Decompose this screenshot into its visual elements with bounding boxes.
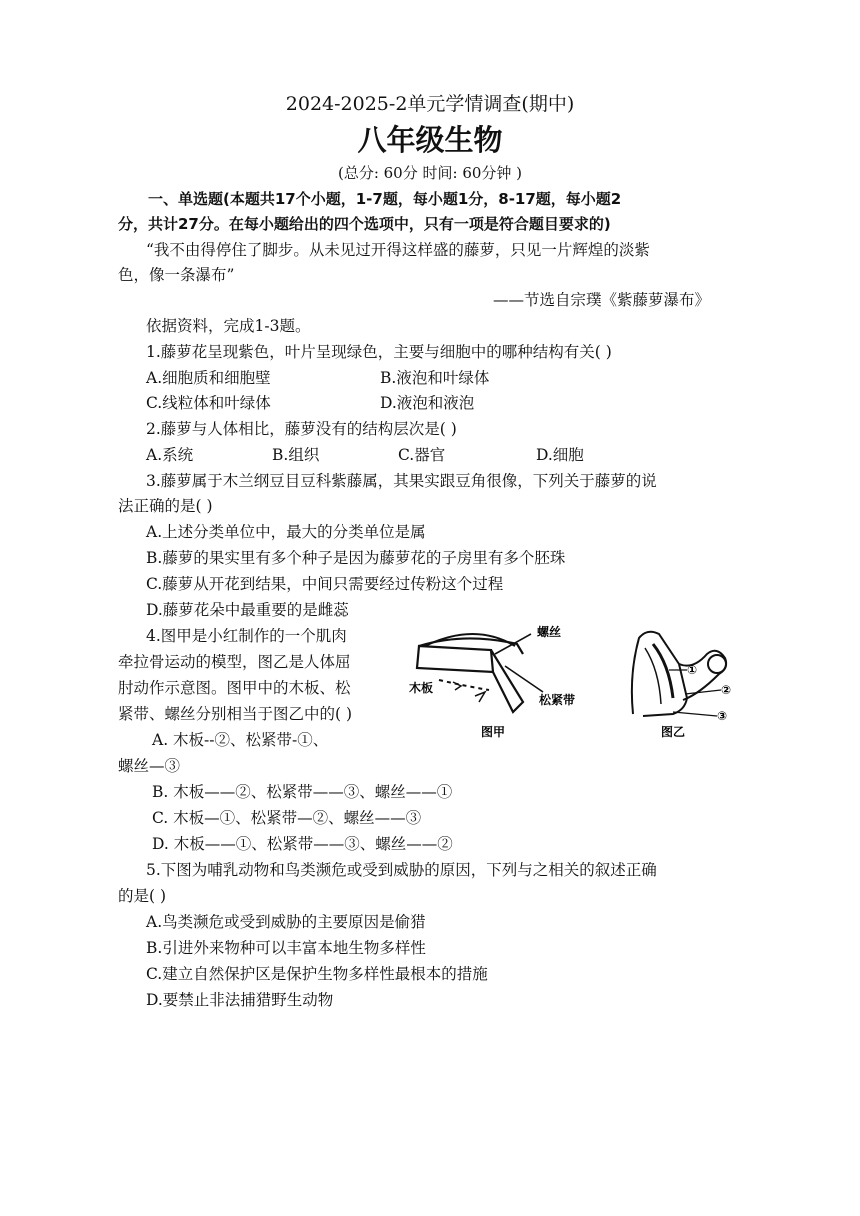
q1-stem: 1.藤萝花呈现紫色，叶片呈现绿色，主要与细胞中的哪种结构有关( ) [146, 343, 612, 361]
q4-option-d: D. 木板——①、松紧带——③、螺丝——② [152, 835, 453, 853]
q5-option-c: C.建立自然保护区是保护生物多样性最根本的措施 [146, 965, 488, 983]
passage-line2: 色，像一条瀑布” [118, 266, 235, 284]
q4-option-b: B. 木板——②、松紧带——③、螺丝——① [152, 783, 453, 801]
q2-option-a: A.系统 [146, 446, 194, 464]
q2-stem: 2.藤萝与人体相比，藤萝没有的结构层次是( ) [146, 420, 457, 438]
fig-b-mark-3: ③ [717, 709, 728, 723]
q4-stem-line3: 肘动作示意图。图甲中的木板、松 [118, 679, 351, 697]
q5-stem-line2: 的是( ) [118, 887, 167, 905]
figure-a-muscle-model [405, 624, 615, 744]
q5-stem-line1: 5.下图为哺乳动物和鸟类濒危或受到威胁的原因，下列与之相关的叙述正确 [146, 861, 657, 879]
q3-option-d: D.藤萝花朵中最重要的是雌蕊 [146, 601, 349, 619]
q1-option-c: C.线粒体和叶绿体 [146, 394, 271, 412]
q3-option-c: C.藤萝从开花到结果，中间只需要经过传粉这个过程 [146, 575, 504, 593]
fig-b-mark-2: ② [721, 683, 732, 697]
fig-a-label-band: 松紧带 [539, 693, 576, 707]
fig-a-label-screw: 螺丝 [537, 625, 562, 639]
section-heading-line1: 一、单选题(本题共17个小题，1-7题，每小题1分，8-17题，每小题2 [148, 190, 622, 208]
fig-b-caption: 图乙 [661, 725, 686, 739]
exam-subtitle: (总分: 60分 时间: 60分钟 ) [337, 164, 523, 182]
q4-option-a-line1: A. 木板--②、松紧带-①、 [152, 731, 329, 749]
exam-title: 2024-2025-2单元学情调查(期中) [285, 93, 575, 115]
q5-option-a: A.鸟类濒危或受到威胁的主要原因是偷猎 [146, 913, 426, 931]
q4-option-c: C. 木板—①、松紧带—②、螺丝——③ [152, 809, 422, 827]
q4-stem-line1: 4.图甲是小红制作的一个肌肉 [146, 627, 347, 645]
q3-stem-line1: 3.藤萝属于木兰纲豆目豆科紫藤属，其果实跟豆角很像，下列关于藤萝的说 [146, 472, 657, 490]
passage-source: ——节选自宗璞《紫藤萝瀑布》 [493, 291, 711, 309]
q3-option-b: B.藤萝的果实里有多个种子是因为藤萝花的子房里有多个胚珠 [146, 549, 566, 567]
arm-illustration [632, 632, 726, 716]
q1-option-d: D.液泡和液泡 [380, 394, 475, 412]
q1-option-b: B.液泡和叶绿体 [380, 369, 490, 387]
fig-b-mark-1: ① [687, 663, 698, 677]
q4-option-a-line2: 螺丝—③ [118, 757, 181, 775]
fig-a-label-board: 木板 [409, 681, 434, 695]
subject-title: 八年级生物 [357, 123, 503, 157]
passage-instruction: 依据资料，完成1-3题。 [146, 317, 311, 335]
q2-option-d: D.细胞 [536, 446, 584, 464]
q3-option-a: A.上述分类单位中，最大的分类单位是属 [146, 523, 426, 541]
q5-option-b: B.引进外来物种可以丰富本地生物多样性 [146, 939, 426, 957]
q2-option-b: B.组织 [272, 446, 320, 464]
q4-stem-line2: 牵拉骨运动的模型，图乙是人体屈 [118, 653, 351, 671]
passage-line1: “我不由得停住了脚步。从未见过开得这样盛的藤萝，只见一片辉煌的淡紫 [146, 241, 650, 259]
q2-option-c: C.器官 [398, 446, 446, 464]
fig-a-caption: 图甲 [481, 725, 506, 739]
screw-label-lines [495, 634, 543, 692]
section-heading-line2: 分，共计27分。在每小题给出的四个选项中，只有一项是符合题目要求的) [118, 215, 611, 233]
q1-option-a: A.细胞质和细胞壁 [146, 369, 271, 387]
board-illustration [417, 638, 523, 712]
q4-stem-line4: 紧带、螺丝分别相当于图乙中的( ) [118, 705, 353, 723]
figure-b-arm-flexion [625, 624, 745, 744]
q5-option-d: D.要禁止非法捕猎野生动物 [146, 991, 334, 1009]
q3-stem-line2: 法正确的是( ) [118, 497, 213, 515]
